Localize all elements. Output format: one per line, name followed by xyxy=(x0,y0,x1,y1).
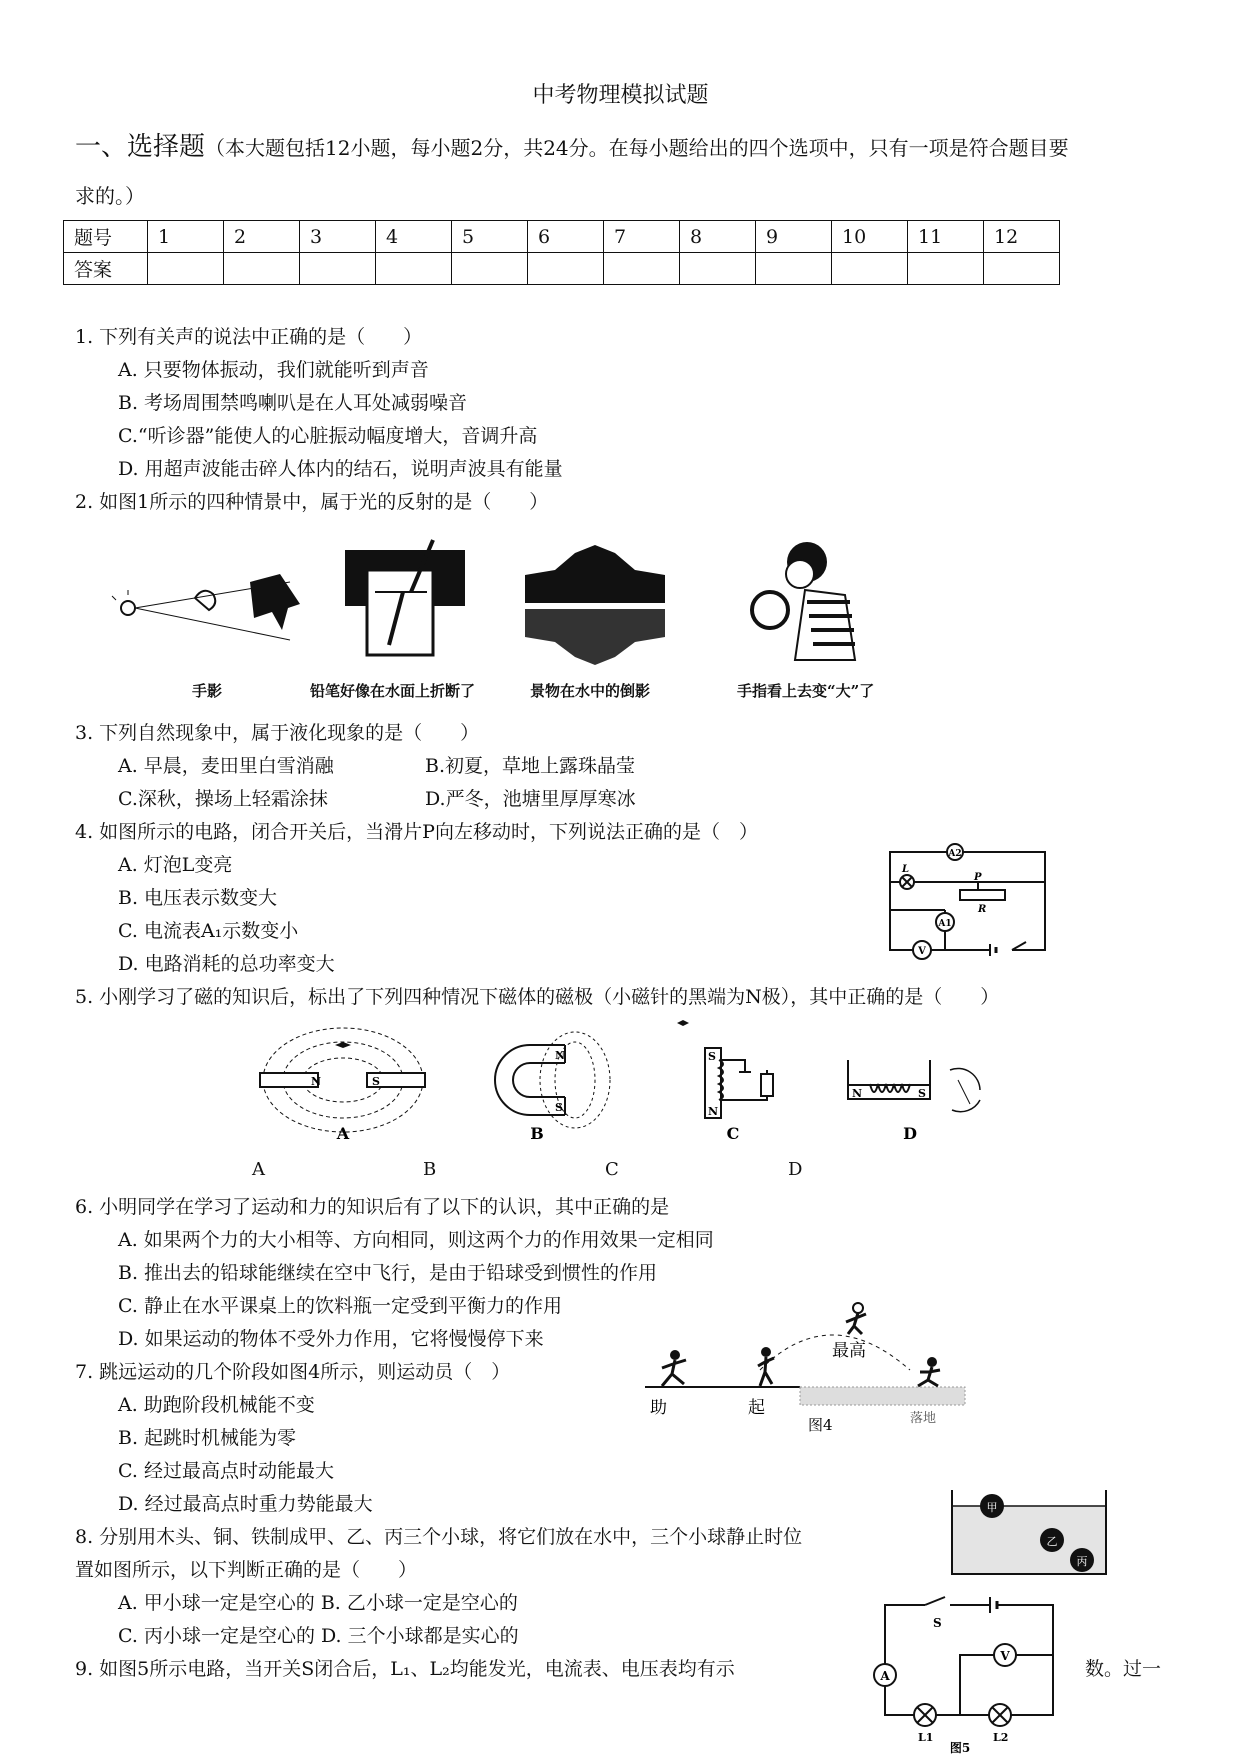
floating-balls-diagram xyxy=(950,1488,1110,1578)
table-cell: 2 xyxy=(224,221,300,253)
table-cell: 3 xyxy=(300,221,376,253)
table-cell: 4 xyxy=(376,221,452,253)
q6-option-d: D. 如果运动的物体不受外力作用，它将慢慢停下来 xyxy=(118,1328,544,1350)
q9-stem-end: 数。过一 xyxy=(1085,1658,1162,1680)
table-cell: 10 xyxy=(832,221,908,253)
voltmeter-label: V xyxy=(1000,1649,1010,1663)
pole-label-n: N xyxy=(852,1087,863,1100)
q5-option-d: D xyxy=(788,1159,803,1180)
q3-option-b: B.初夏，草地上露珠晶莹 xyxy=(425,755,636,777)
answer-cell[interactable] xyxy=(300,253,376,285)
q1-option-a: A. 只要物体振动，我们就能听到声音 xyxy=(118,359,429,381)
magnet-figure-d xyxy=(840,1040,990,1145)
q4-option-b: B. 电压表示数变大 xyxy=(118,887,278,909)
q7-option-c: C. 经过最高点时动能最大 xyxy=(118,1460,334,1482)
lamp-l2-label: L2 xyxy=(993,1731,1009,1744)
figure-label-d: D xyxy=(903,1124,917,1143)
q7-option-d: D. 经过最高点时重力势能最大 xyxy=(118,1493,373,1515)
long-jump-diagram xyxy=(640,1300,970,1434)
magnet-figure-a xyxy=(255,1025,435,1145)
figure-4-caption: 图4 xyxy=(808,1416,833,1434)
answer-cell[interactable] xyxy=(224,253,300,285)
pole-label-s: S xyxy=(555,1101,563,1114)
q8-stem-1: 8. 分别用木头、铜、铁制成甲、乙、丙三个小球，将它们放在水中，三个小球静止时位 xyxy=(75,1526,803,1548)
q3-stem: 3. 下列自然现象中，属于液化现象的是（ ） xyxy=(75,722,480,744)
reflection-illustration xyxy=(525,545,665,665)
pole-label-s: S xyxy=(708,1050,716,1063)
q3-option-c: C.深秋，操场上轻霜涂抹 xyxy=(118,788,328,810)
q8-option-cd: C. 丙小球一定是空心的 D. 三个小球都是实心的 xyxy=(118,1625,519,1647)
q5-option-b: B xyxy=(423,1159,437,1180)
answer-cell[interactable] xyxy=(832,253,908,285)
ammeter-a1-label: A1 xyxy=(938,919,952,929)
q2-stem: 2. 如图1所示的四种情景中，属于光的反射的是（ ） xyxy=(75,491,549,513)
pole-label-n: N xyxy=(708,1105,719,1118)
ball-bing-label: 丙 xyxy=(1076,1555,1088,1568)
ammeter-label: A xyxy=(880,1669,890,1683)
q1-option-d: D. 用超声波能击碎人体内的结石，说明声波具有能量 xyxy=(118,458,563,480)
answer-cell[interactable] xyxy=(376,253,452,285)
pole-label-s: S xyxy=(372,1075,380,1088)
q4-option-a: A. 灯泡L变亮 xyxy=(118,854,233,876)
caption-reflection: 景物在水中的倒影 xyxy=(530,682,651,700)
table-cell: 8 xyxy=(680,221,756,253)
answer-cell[interactable] xyxy=(604,253,680,285)
q4-option-c: C. 电流表A₁示数变小 xyxy=(118,920,299,942)
q5-option-a: A xyxy=(252,1159,265,1180)
label-jump: 起 xyxy=(748,1398,765,1418)
figure-label-b: B xyxy=(530,1124,544,1143)
q4-circuit-diagram xyxy=(880,840,1050,965)
section-intro: （本大题包括12小题，每小题2分，共24分。在每小题给出的四个选项中，只有一项是符合题目要 xyxy=(205,136,1069,160)
answer-cell[interactable] xyxy=(984,253,1060,285)
table-cell: 12 xyxy=(984,221,1060,253)
label-top: 最高 xyxy=(832,1341,866,1361)
q7-stem: 7. 跳远运动的几个阶段如图4所示，则运动员（ ） xyxy=(75,1361,511,1383)
label-run: 助 xyxy=(650,1398,667,1418)
caption-pencil: 铅笔好像在水面上折断了 xyxy=(310,682,476,700)
q1-option-b: B. 考场周围禁鸣喇叭是在人耳处减弱噪音 xyxy=(118,392,468,414)
q8-stem-2: 置如图所示，以下判断正确的是（ ） xyxy=(75,1559,418,1581)
ammeter-a2-label: A2 xyxy=(948,849,962,859)
magnet-figure-c xyxy=(675,1020,795,1145)
table-cell: 题号 xyxy=(64,221,148,253)
q1-option-c: C.“听诊器”能使人的心脏振动幅度增大，音调升高 xyxy=(118,425,538,447)
table-cell: 5 xyxy=(452,221,528,253)
q1-stem: 1. 下列有关声的说法中正确的是（ ） xyxy=(75,326,423,348)
answer-cell[interactable] xyxy=(452,253,528,285)
pencil-in-water-illustration xyxy=(345,540,465,660)
lamp-l1-label: L1 xyxy=(918,1731,934,1744)
answer-cell[interactable] xyxy=(528,253,604,285)
figure-5-caption: 图5 xyxy=(949,1741,971,1754)
q7-option-a: A. 助跑阶段机械能不变 xyxy=(118,1394,315,1416)
q4-option-d: D. 电路消耗的总功率变大 xyxy=(118,953,335,975)
pole-label-n: N xyxy=(311,1075,322,1088)
answer-cell[interactable] xyxy=(148,253,224,285)
slider-p-label: P xyxy=(974,872,982,883)
voltmeter-label: V xyxy=(918,946,926,957)
q3-option-d: D.严冬，池塘里厚厚寒冰 xyxy=(425,788,636,810)
label-land: 落地 xyxy=(910,1411,937,1426)
table-cell: 11 xyxy=(908,221,984,253)
q9-stem: 9. 如图5所示电路，当开关S闭合后，L₁、L₂均能发光，电流表、电压表均有示 xyxy=(75,1658,735,1680)
q5-stem: 5. 小刚学习了磁的知识后，标出了下列四种情况下磁体的磁极（小磁针的黑端为N极），其中正确的是（ ） xyxy=(75,986,1000,1008)
resistor-r-label: R xyxy=(978,904,987,915)
answer-cell[interactable] xyxy=(680,253,756,285)
q8-option-ab: A. 甲小球一定是空心的 B. 乙小球一定是空心的 xyxy=(118,1592,518,1614)
pole-label-s: S xyxy=(918,1087,926,1100)
caption-hand-shadow: 手影 xyxy=(192,682,223,700)
figure-label-a: A xyxy=(336,1124,350,1143)
ball-jia-label: 甲 xyxy=(986,1501,998,1514)
table-cell: 1 xyxy=(148,221,224,253)
lamp-l-label: L xyxy=(902,864,910,875)
pole-label-n: N xyxy=(555,1049,566,1062)
answer-table-answer-row xyxy=(64,253,1060,285)
answer-cell[interactable] xyxy=(756,253,832,285)
q3-option-a: A. 早晨，麦田里白雪消融 xyxy=(118,755,334,777)
q9-circuit-diagram xyxy=(870,1595,1060,1754)
magnifier-illustration xyxy=(745,540,870,665)
q6-option-a: A. 如果两个力的大小相等、方向相同，则这两个力的作用效果一定相同 xyxy=(118,1229,714,1251)
page-title: 中考物理模拟试题 xyxy=(532,83,709,108)
table-cell: 6 xyxy=(528,221,604,253)
q6-option-c: C. 静止在水平课桌上的饮料瓶一定受到平衡力的作用 xyxy=(118,1295,562,1317)
answer-table xyxy=(63,220,1060,285)
switch-s-label: S xyxy=(933,1616,942,1630)
section-intro-cont: 求的。） xyxy=(75,184,145,208)
ball-yi-label: 乙 xyxy=(1046,1535,1058,1548)
table-cell: 7 xyxy=(604,221,680,253)
section-heading-label: 一、选择题 xyxy=(75,132,206,162)
answer-cell[interactable] xyxy=(908,253,984,285)
caption-magnifier: 手指看上去变“大”了 xyxy=(737,682,875,700)
answer-table-header-row xyxy=(64,221,1060,253)
q6-stem: 6. 小明同学在学习了运动和力的知识后有了以下的认识，其中正确的是 xyxy=(75,1196,670,1218)
table-cell: 9 xyxy=(756,221,832,253)
figure-label-c: C xyxy=(726,1124,740,1143)
q4-stem: 4. 如图所示的电路，闭合开关后，当滑片P向左移动时，下列说法正确的是（ ） xyxy=(75,821,758,843)
q5-option-c: C xyxy=(605,1159,619,1180)
hand-shadow-illustration xyxy=(110,540,310,650)
q6-option-b: B. 推出去的铅球能继续在空中飞行，是由于铅球受到惯性的作用 xyxy=(118,1262,658,1284)
table-cell: 答案 xyxy=(64,253,148,285)
section-heading xyxy=(75,126,1069,163)
magnet-figure-b xyxy=(475,1025,625,1145)
q7-option-b: B. 起跳时机械能为零 xyxy=(118,1427,297,1449)
